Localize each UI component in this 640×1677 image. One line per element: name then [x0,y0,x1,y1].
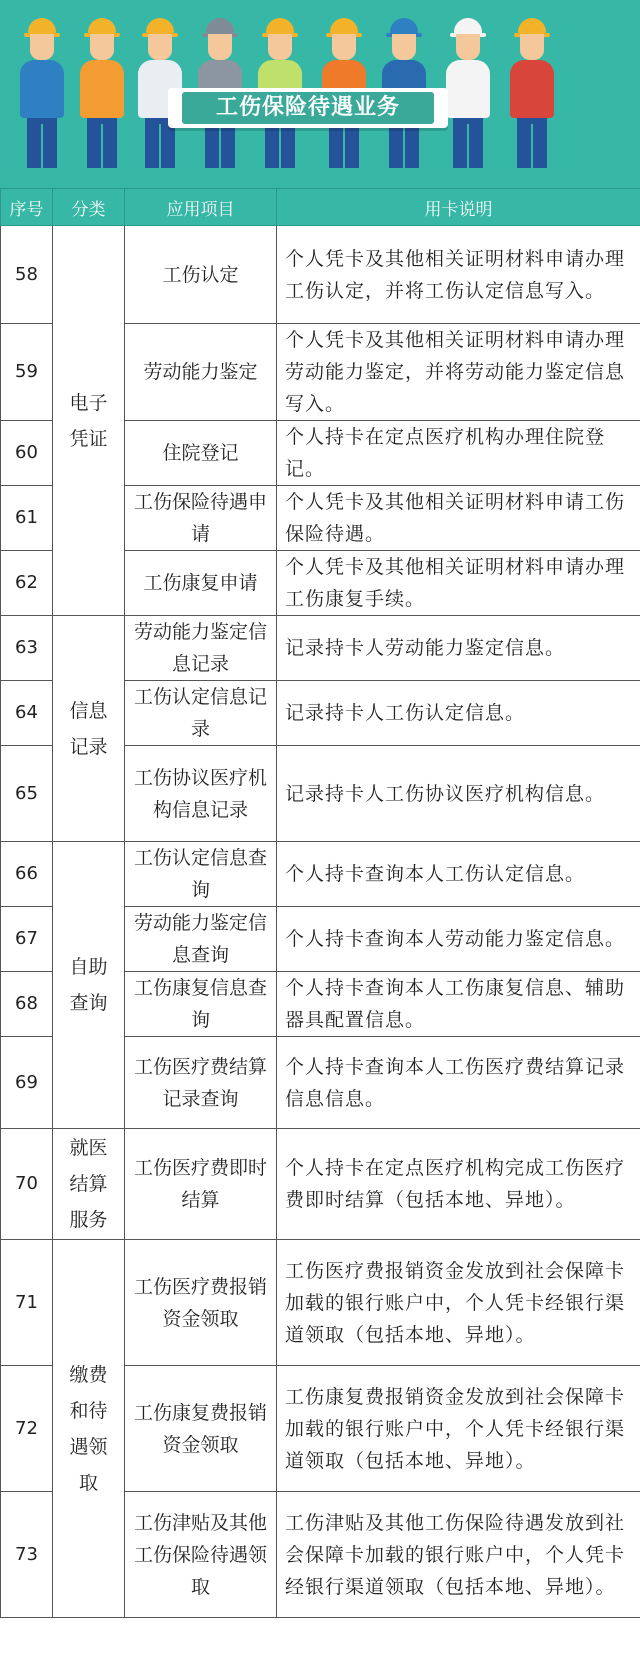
header-item: 应用项目 [125,189,277,226]
application-item: 工伤医疗费结算记录查询 [125,1037,277,1129]
card-usage-description: 工伤医疗费报销资金发放到社会保障卡加载的银行账户中，个人凭卡经银行渠道领取（包括本地、异地）。 [277,1240,640,1366]
worker-orange-vest-icon [80,18,124,168]
category-cell [53,842,125,1129]
card-usage-description: 工伤康复费报销资金发放到社会保障卡加载的银行账户中，个人凭卡经银行渠道领取（包括本地、异地）。 [277,1366,640,1492]
category-label: 信息 记录 [69,699,108,758]
card-usage-description: 个人凭卡及其他相关证明材料申请办理工伤认定，并将工伤认定信息写入。 [277,226,640,324]
card-usage-description: 个人凭卡及其他相关证明材料申请工伤保险待遇。 [277,486,640,551]
worker-blue-overalls-icon [20,18,64,168]
table-header-row [1,189,640,226]
category-cell [53,226,125,616]
card-usage-description: 个人凭卡及其他相关证明材料申请办理工伤康复手续。 [277,551,640,616]
worker-white-suit-icon [446,18,490,168]
category-label: 就医 结算 服务 [69,1137,108,1231]
table-row [1,1129,640,1240]
header-category: 分类 [53,189,125,226]
application-item: 工伤认定 [125,226,277,324]
application-item: 工伤津贴及其他工伤保险待遇领取 [125,1492,277,1618]
row-index: 61 [1,486,53,551]
card-usage-description: 个人持卡查询本人劳动能力鉴定信息。 [277,907,640,972]
card-usage-description: 记录持卡人劳动能力鉴定信息。 [277,616,640,681]
application-item: 工伤康复信息查询 [125,972,277,1037]
row-index: 60 [1,421,53,486]
row-index: 69 [1,1037,53,1129]
row-index: 67 [1,907,53,972]
page-title: 工伤保险待遇业务 [182,92,434,124]
category-label: 缴费 和待 遇领 取 [69,1363,108,1494]
application-item: 工伤认定信息记录 [125,681,277,746]
benefits-table [0,188,640,1618]
application-item: 工伤协议医疗机构信息记录 [125,746,277,842]
row-index: 66 [1,842,53,907]
table-row [1,842,640,907]
row-index: 68 [1,972,53,1037]
row-index: 65 [1,746,53,842]
row-index: 58 [1,226,53,324]
application-item: 工伤认定信息查询 [125,842,277,907]
application-item: 工伤医疗费报销资金领取 [125,1240,277,1366]
category-label: 自助 查询 [69,956,108,1014]
category-label: 电子 凭证 [69,391,108,450]
row-index: 62 [1,551,53,616]
application-item: 工伤康复费报销资金领取 [125,1366,277,1492]
card-usage-description: 个人持卡查询本人工伤认定信息。 [277,842,640,907]
application-item: 工伤康复申请 [125,551,277,616]
row-index: 71 [1,1240,53,1366]
row-index: 72 [1,1366,53,1492]
worker-red-overalls-icon [510,18,554,168]
card-usage-description: 个人持卡在定点医疗机构办理住院登记。 [277,421,640,486]
row-index: 63 [1,616,53,681]
card-usage-description: 个人持卡查询本人工伤医疗费结算记录信息信息。 [277,1037,640,1129]
table-row [1,1240,640,1366]
application-item: 工伤保险待遇申请 [125,486,277,551]
application-item: 工伤医疗费即时结算 [125,1129,277,1240]
title-ribbon [168,88,448,128]
application-item: 住院登记 [125,421,277,486]
header-banner [0,0,640,188]
header-description: 用卡说明 [277,189,640,226]
card-usage-description: 工伤津贴及其他工伤保险待遇发放到社会保障卡加载的银行账户中，个人凭卡经银行渠道领取（包括本地、异地）。 [277,1492,640,1618]
row-index: 73 [1,1492,53,1618]
category-cell [53,1129,125,1240]
table-row [1,226,640,324]
card-usage-description: 个人凭卡及其他相关证明材料申请办理劳动能力鉴定，并将劳动能力鉴定信息写入。 [277,324,640,421]
card-usage-description: 记录持卡人工伤认定信息。 [277,681,640,746]
card-usage-description: 个人持卡查询本人工伤康复信息、辅助器具配置信息。 [277,972,640,1037]
application-item: 劳动能力鉴定信息查询 [125,907,277,972]
table-row [1,616,640,681]
header-index: 序号 [1,189,53,226]
card-usage-description: 个人持卡在定点医疗机构完成工伤医疗费即时结算（包括本地、异地）。 [277,1129,640,1240]
row-index: 59 [1,324,53,421]
category-cell [53,616,125,842]
row-index: 70 [1,1129,53,1240]
row-index: 64 [1,681,53,746]
application-item: 劳动能力鉴定信息记录 [125,616,277,681]
category-cell [53,1240,125,1618]
application-item: 劳动能力鉴定 [125,324,277,421]
card-usage-description: 记录持卡人工伤协议医疗机构信息。 [277,746,640,842]
